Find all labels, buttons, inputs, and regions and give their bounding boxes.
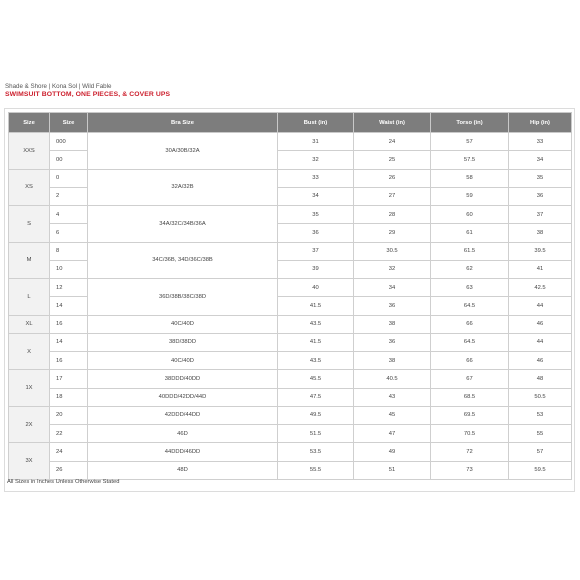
bra-size: 38D/38DD [88,333,278,351]
header-waist: Waist (in) [354,113,431,133]
numeric-size: 26 [50,461,88,479]
numeric-size: 16 [50,352,88,370]
bra-size: 44DDD/46DD [88,443,278,461]
table-row [9,461,572,479]
bust-value: 49.5 [278,406,354,424]
hip-value: 39.5 [509,242,572,260]
waist-value: 25 [354,151,431,169]
numeric-size: 17 [50,370,88,388]
size-chart-body [9,133,572,480]
waist-value: 28 [354,206,431,224]
footnote: All Sizes in Inches Unless Otherwise Stated [7,479,120,485]
header-numeric-size: Size [50,113,88,133]
torso-value: 70.5 [431,425,509,443]
header-row [9,113,572,133]
bust-value: 41.5 [278,333,354,351]
hip-value: 46 [509,352,572,370]
bust-value: 36 [278,224,354,242]
hip-value: 53 [509,406,572,424]
torso-value: 69.5 [431,406,509,424]
header-hip: Hip (in) [509,113,572,133]
table-row [9,388,572,406]
table-row [9,279,572,297]
hip-value: 37 [509,206,572,224]
hip-value: 46 [509,315,572,333]
table-row [9,370,572,388]
size-chart-table [8,112,572,480]
waist-value: 27 [354,187,431,205]
bust-value: 37 [278,242,354,260]
numeric-size: 20 [50,406,88,424]
waist-value: 36 [354,297,431,315]
bust-value: 55.5 [278,461,354,479]
bra-size: 40C/40D [88,352,278,370]
waist-value: 24 [354,133,431,151]
bust-value: 35 [278,206,354,224]
hip-value: 50.5 [509,388,572,406]
bust-value: 43.5 [278,315,354,333]
hip-value: 36 [509,187,572,205]
table-row [9,425,572,443]
table-row [9,169,572,187]
hip-value: 38 [509,224,572,242]
torso-value: 73 [431,461,509,479]
bra-size: 34C/36B, 34D/36C/38B [88,242,278,279]
numeric-size: 6 [50,224,88,242]
size-label: XL [9,315,50,333]
numeric-size: 24 [50,443,88,461]
waist-value: 51 [354,461,431,479]
numeric-size: 0 [50,169,88,187]
waist-value: 47 [354,425,431,443]
numeric-size: 000 [50,133,88,151]
torso-value: 66 [431,352,509,370]
torso-value: 72 [431,443,509,461]
table-row [9,443,572,461]
bra-size: 40DDD/42DD/44D [88,388,278,406]
bust-value: 39 [278,260,354,278]
size-label: X [9,333,50,370]
numeric-size: 8 [50,242,88,260]
header-torso: Torso (in) [431,113,509,133]
bust-value: 34 [278,187,354,205]
size-label: XS [9,169,50,206]
hip-value: 44 [509,333,572,351]
waist-value: 26 [354,169,431,187]
bust-value: 40 [278,279,354,297]
size-label: 1X [9,370,50,407]
bust-value: 32 [278,151,354,169]
size-label: L [9,279,50,316]
torso-value: 62 [431,260,509,278]
numeric-size: 14 [50,333,88,351]
waist-value: 34 [354,279,431,297]
numeric-size: 4 [50,206,88,224]
size-label: 2X [9,406,50,443]
bra-size: 38DDD/40DD [88,370,278,388]
torso-value: 58 [431,169,509,187]
chart-heading: SWIMSUIT BOTTOM, ONE PIECES, & COVER UPS [5,91,171,98]
torso-value: 61.5 [431,242,509,260]
waist-value: 49 [354,443,431,461]
hip-value: 44 [509,297,572,315]
hip-value: 42.5 [509,279,572,297]
waist-value: 32 [354,260,431,278]
table-row [9,206,572,224]
waist-value: 30.5 [354,242,431,260]
bra-size: 36D/38B/38C/38D [88,279,278,316]
bra-size: 34A/32C/34B/36A [88,206,278,243]
size-label: S [9,206,50,243]
bust-value: 31 [278,133,354,151]
hip-value: 57 [509,443,572,461]
numeric-size: 10 [50,260,88,278]
table-row [9,333,572,351]
torso-value: 68.5 [431,388,509,406]
numeric-size: 2 [50,187,88,205]
numeric-size: 18 [50,388,88,406]
bra-size: 42DDD/44DD [88,406,278,424]
size-label: XXS [9,133,50,170]
waist-value: 43 [354,388,431,406]
numeric-size: 00 [50,151,88,169]
numeric-size: 14 [50,297,88,315]
header-bust: Bust (in) [278,113,354,133]
torso-value: 64.5 [431,297,509,315]
bra-size: 32A/32B [88,169,278,206]
bust-value: 43.5 [278,352,354,370]
brand-list: Shade & Shore | Kona Sol | Wild Fable [5,83,112,90]
torso-value: 66 [431,315,509,333]
waist-value: 29 [354,224,431,242]
bust-value: 51.5 [278,425,354,443]
hip-value: 59.5 [509,461,572,479]
bust-value: 33 [278,169,354,187]
numeric-size: 16 [50,315,88,333]
size-label: 3X [9,443,50,480]
bra-size: 48D [88,461,278,479]
torso-value: 57 [431,133,509,151]
bra-size: 40C/40D [88,315,278,333]
hip-value: 33 [509,133,572,151]
bra-size: 30A/30B/32A [88,133,278,170]
torso-value: 57.5 [431,151,509,169]
hip-value: 48 [509,370,572,388]
table-row [9,133,572,151]
torso-value: 63 [431,279,509,297]
header-size: Size [9,113,50,133]
torso-value: 64.5 [431,333,509,351]
table-row [9,352,572,370]
waist-value: 36 [354,333,431,351]
torso-value: 61 [431,224,509,242]
hip-value: 35 [509,169,572,187]
waist-value: 40.5 [354,370,431,388]
waist-value: 45 [354,406,431,424]
bust-value: 47.5 [278,388,354,406]
numeric-size: 12 [50,279,88,297]
torso-value: 59 [431,187,509,205]
torso-value: 67 [431,370,509,388]
table-row [9,406,572,424]
bust-value: 45.5 [278,370,354,388]
hip-value: 55 [509,425,572,443]
torso-value: 60 [431,206,509,224]
numeric-size: 22 [50,425,88,443]
waist-value: 38 [354,352,431,370]
table-row [9,315,572,333]
size-label: M [9,242,50,279]
bust-value: 41.5 [278,297,354,315]
hip-value: 41 [509,260,572,278]
hip-value: 34 [509,151,572,169]
header-bra-size: Bra Size [88,113,278,133]
table-row [9,242,572,260]
waist-value: 38 [354,315,431,333]
bra-size: 46D [88,425,278,443]
bust-value: 53.5 [278,443,354,461]
